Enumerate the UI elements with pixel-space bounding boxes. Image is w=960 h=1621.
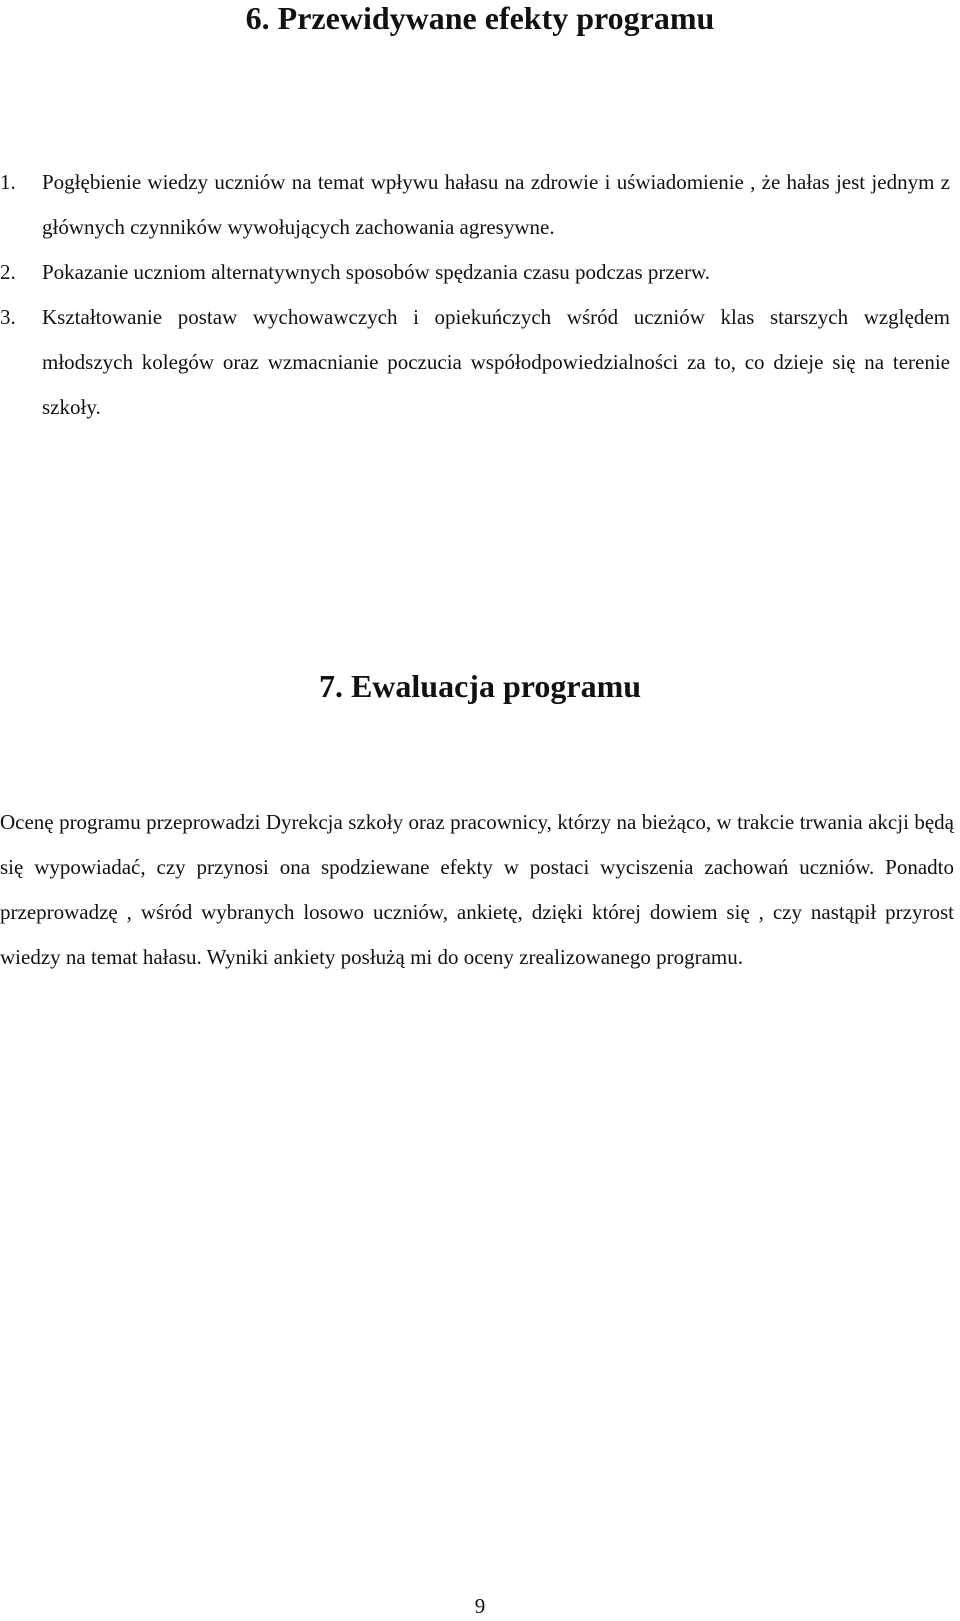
list-item-text: Kształtowanie postaw wychowawczych i opiekuńczych wśród uczniów klas starszych względem młodszych kolegów oraz wzmacnianie poczucia współodpowiedzialności za to, co dzieje się na terenie szkoły. [42,305,950,419]
list-item-number: 1. [0,170,16,194]
section-7-heading: 7. Ewaluacja programu [318,668,642,704]
list-item [0,160,960,250]
list-item-text: Pokazanie uczniom alternatywnych sposobów spędzania czasu podczas przerw. [42,260,711,284]
list-item [0,250,960,295]
list-item [0,295,960,430]
page-number: 9 [474,1594,486,1618]
list-item-number: 3. [0,305,16,329]
list-item-text: Pogłębienie wiedzy uczniów na temat wpływu hałasu na zdrowie i uświadomienie , że hałas jest jednym z głównych czynników wywołujących zachowania agresywne. [42,170,950,239]
evaluation-paragraph: Ocenę programu przeprowadzi Dyrekcja szkoły oraz pracownicy, którzy na bieżąco, w trakcie trwania akcji będą się wypowiadać, czy przynosi ona spodziewane efekty w postaci wyciszenia zachowań uczniów. Ponadto przeprowadzę , wśród wybranych losowo uczniów, ankietę, dzięki której dowiem się , czy nastąpił przyrost wiedzy na temat hałasu. Wyniki ankiety posłużą mi do oceny zrealizowanego programu. [0,810,954,969]
list-item-number: 2. [0,260,16,284]
expected-effects-list [0,160,960,430]
section-6-heading: 6. Przewidywane efekty programu [245,0,715,36]
